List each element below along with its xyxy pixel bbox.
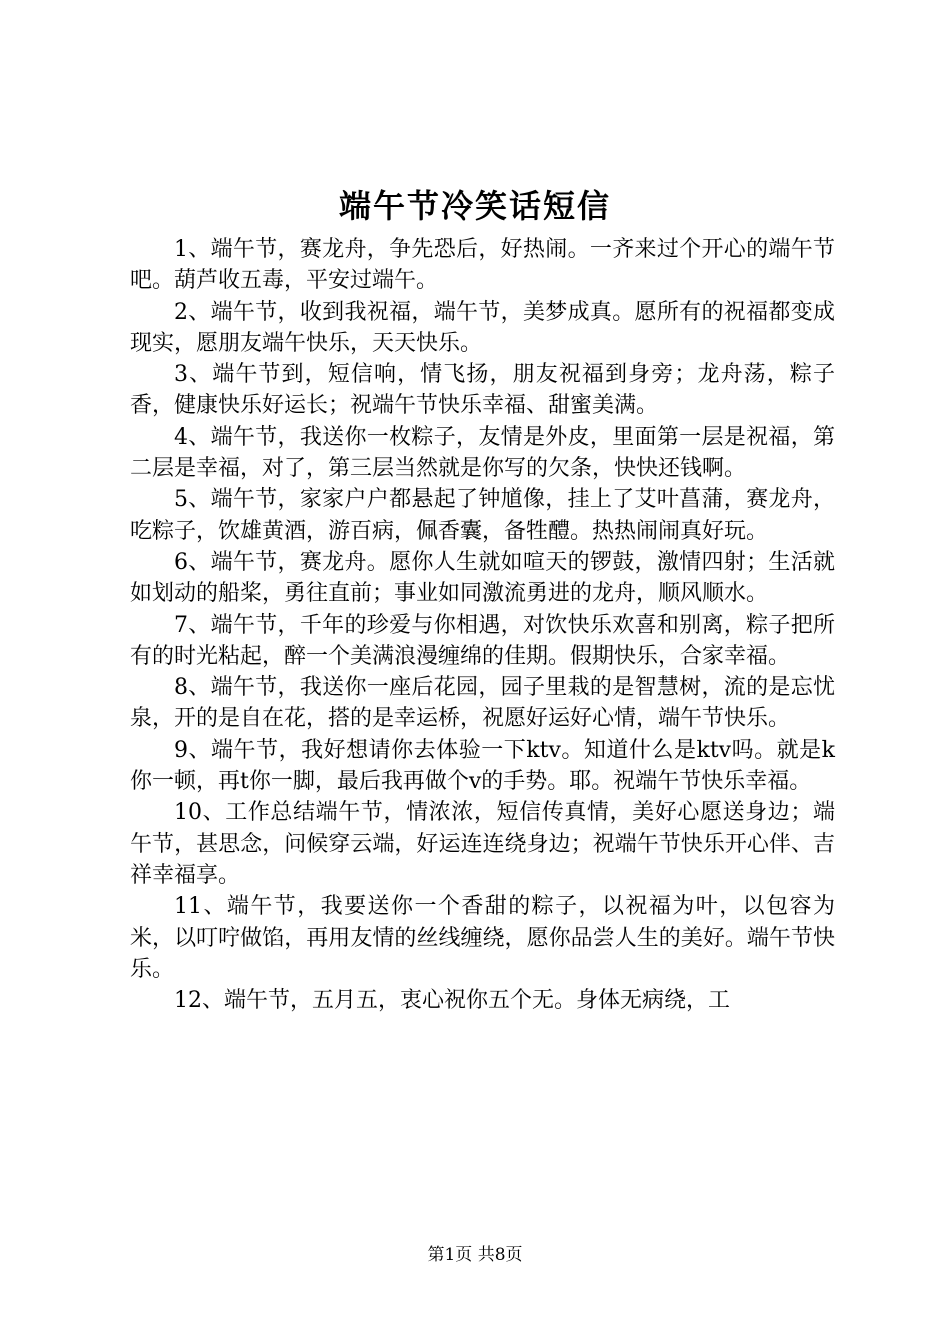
paragraph-9: 9、端午节，我好想请你去体验一下ktv。知道什么是ktv吗。就是k你一顿，再t你一脚，最后我再做个v的手势。耶。祝端午节快乐幸福。 [130,737,835,795]
paragraph-5: 5、端午节，家家户户都悬起了钟馗像，挂上了艾叶菖蒲，赛龙舟，吃粽子，饮雄黄酒，游百病，佩香囊，备牲醴。热热闹闹真好玩。 [130,487,835,544]
paragraph-6: 6、端午节，赛龙舟。愿你人生就如喧天的锣鼓，激情四射；生活就如划动的船桨，勇往直前；事业如同激流勇进的龙舟，顺风顺水。 [130,549,835,607]
paragraph-8: 8、端午节，我送你一座后花园，园子里栽的是智慧树，流的是忘忧泉，开的是自在花，搭的是幸运桥，祝愿好运好心情，端午节快乐。 [130,675,835,732]
paragraph-3: 3、端午节到，短信响，情飞扬，朋友祝福到身旁；龙舟荡，粽子香，健康快乐好运长；祝端午节快乐幸福、甜蜜美满。 [130,362,835,419]
paragraph-10: 10、工作总结端午节，情浓浓，短信传真情，美好心愿送身边；端午节，甚思念，问候穿云端，好运连连绕身边；祝端午节快乐开心伴、吉祥幸福享。 [130,800,835,888]
page-footer [0,1243,950,1267]
paragraph-11: 11、端午节，我要送你一个香甜的粽子，以祝福为叶，以包容为米，以叮咛做馅，再用友情的丝线缠绕，愿你品尝人生的美好。端午节快乐。 [130,894,835,982]
paragraph-4: 4、端午节，我送你一枚粽子，友情是外皮，里面第一层是祝福，第二层是幸福，对了，第三层当然就是你写的欠条，快快还钱啊。 [130,424,835,482]
paragraph-12: 12、端午节，五月五，衷心祝你五个无。身体无病绕，工 [174,988,730,1014]
paragraph-2: 2、端午节，收到我祝福，端午节，美梦成真。愿所有的祝福都变成现实，愿朋友端午快乐，天天快乐。 [130,299,835,356]
paragraph-7: 7、端午节，千年的珍爱与你相遇，对饮快乐欢喜和别离，粽子把所有的时光粘起，醉一个美满浪漫缠绵的佳期。假期快乐，合家幸福。 [130,612,835,669]
paragraph-1: 1、端午节，赛龙舟，争先恐后，好热闹。一齐来过个开心的端午节吧。葫芦收五毒，平安过端午。 [130,237,835,294]
document-title: 端午节冷笑话短信 [338,187,611,225]
document-body [130,234,835,1016]
page-number: 第1页 共8页 [427,1245,523,1265]
